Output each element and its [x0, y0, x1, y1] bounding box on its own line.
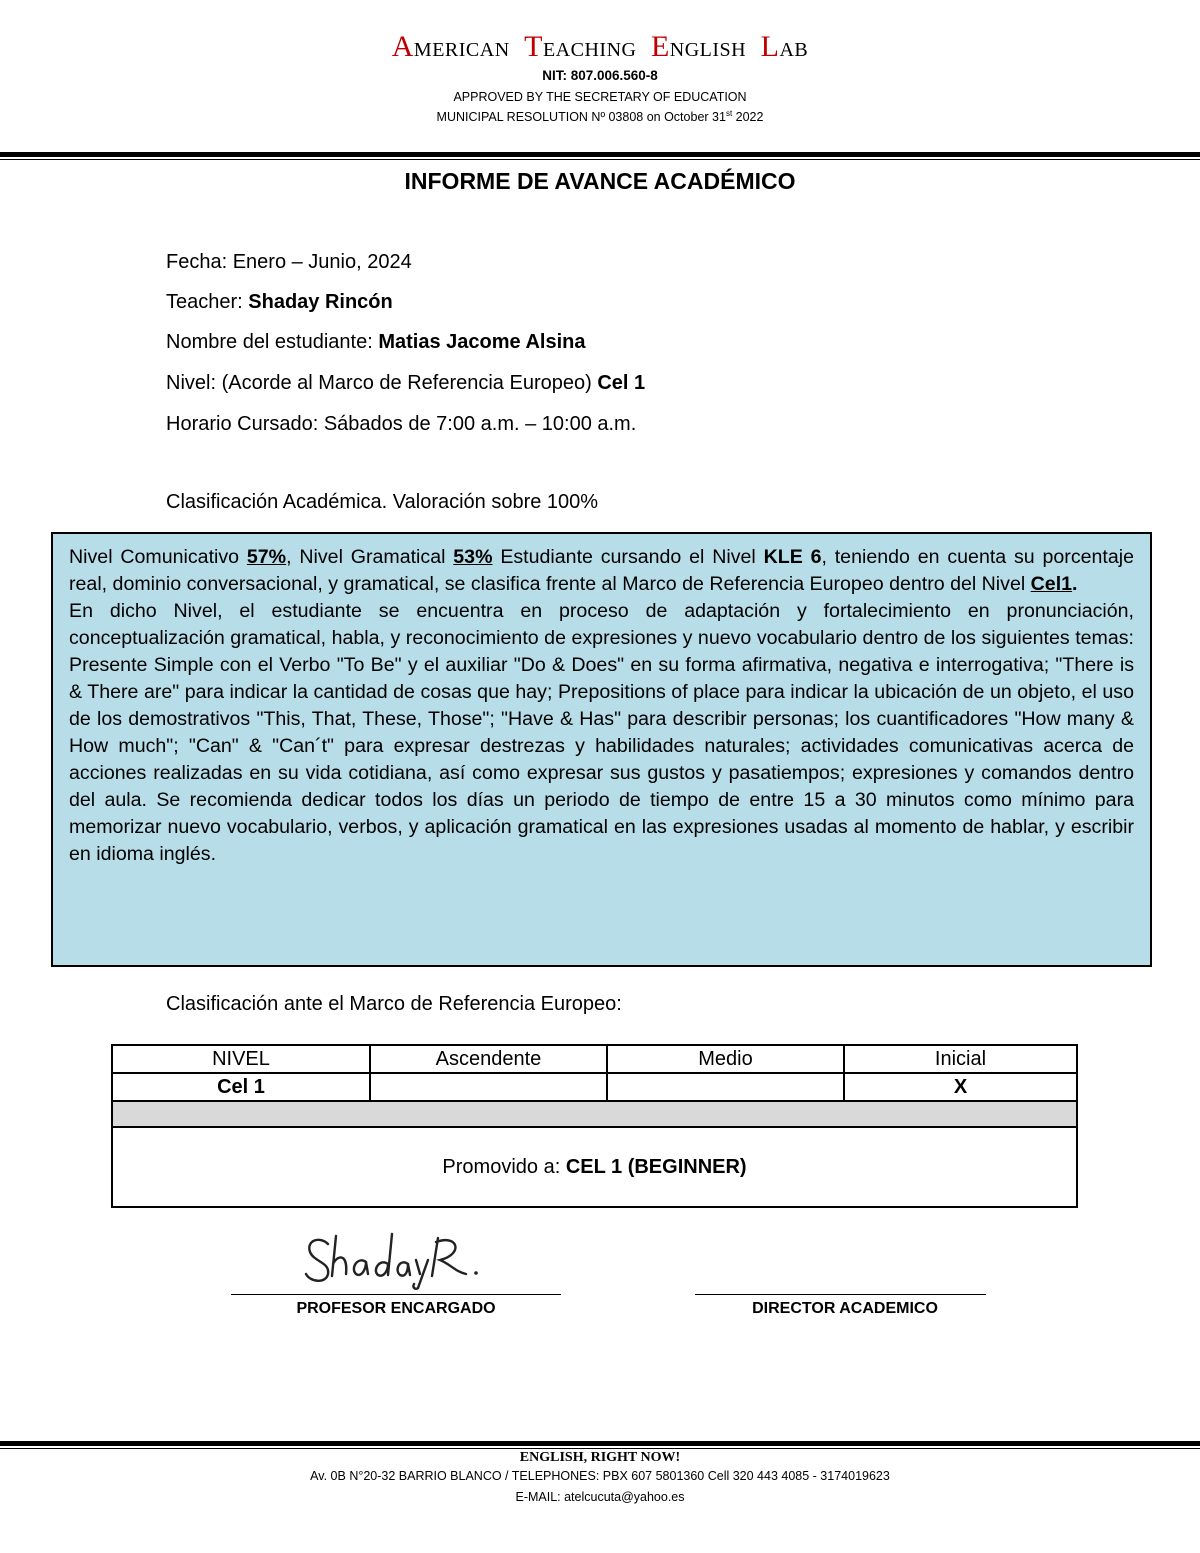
header-divider-thin — [0, 159, 1200, 160]
classification-label: Clasificación Académica. Valoración sobre 100% — [166, 491, 599, 513]
promotion-cell: Promovido a: CEL 1 (BEGINNER) — [112, 1127, 1077, 1207]
org-word: TEACHING — [524, 30, 637, 63]
schedule-field: Horario Cursado: Sábados de 7:00 a.m. – 10:00 a.m. — [166, 413, 637, 435]
approval-note: APPROVED BY THE SECRETARY OF EDUCATION — [453, 90, 747, 104]
header-divider — [0, 152, 1200, 157]
header-nivel: NIVEL — [112, 1045, 370, 1073]
header-inicial: Inicial — [844, 1045, 1077, 1073]
cefr-classification-label: Clasificación ante el Marco de Referencia Europeo: — [166, 993, 622, 1015]
grammar-score: 53% — [453, 546, 493, 568]
teacher-name: Shaday Rincón — [248, 291, 393, 313]
footer-divider-thin — [0, 1448, 1200, 1449]
table-header-row — [112, 1045, 1077, 1073]
student-name: Matias Jacome Alsina — [378, 331, 586, 353]
report-box — [51, 532, 1152, 967]
footer-email: E-MAIL: atelcucuta@yahoo.es — [515, 1490, 685, 1504]
date-field: Fecha: Enero – Junio, 2024 — [166, 251, 412, 273]
resolution-note: MUNICIPAL RESOLUTION Nº 03808 on October 31st 2022 — [436, 109, 764, 125]
page-title: INFORME DE AVANCE ACADÉMICO — [404, 168, 796, 194]
header-ascendente: Ascendente — [370, 1045, 607, 1073]
promotion-row — [112, 1127, 1077, 1207]
footer-slogan: ENGLISH, RIGHT NOW! — [519, 1450, 681, 1465]
director-signature-line — [695, 1294, 986, 1295]
teacher-signature-label: PROFESOR ENCARGADO — [296, 1300, 496, 1317]
classification-table — [111, 1044, 1078, 1208]
cefr-level: Cel1 — [1030, 573, 1073, 595]
kle-level: KLE 6 — [763, 546, 822, 568]
org-word: LAB — [760, 30, 809, 63]
cell-medio — [607, 1073, 844, 1101]
org-word: ENGLISH — [650, 30, 747, 63]
cell-nivel: Cel 1 — [112, 1073, 370, 1101]
student-field: Nombre del estudiante: Matias Jacome Alsina — [166, 331, 586, 353]
table-spacer-row — [112, 1101, 1077, 1127]
table-row — [112, 1073, 1077, 1101]
teacher-field: Teacher: Shaday Rincón — [166, 291, 393, 313]
header-medio: Medio — [607, 1045, 844, 1073]
report-paragraph-2: En dicho Nivel, el estudiante se encuentra en proceso de adaptación y fortalecimiento en pronunciación, conceptualización gramatical, habla, y reconocimiento de expresiones y nuevo vocabulario dentro de los siguientes temas: Presente Simple con el Verbo "To Be" y el auxiliar "Do & Does" en su forma afirmativa, negativa e interrogativa; "There is & There are" para indicar la cantidad de cosas que hay; Prepositions of place para indicar la ubicación de un objeto, el uso de los demostrativos "This, That, These, Those"; "Have & Has" para describir personas; los cuantificadores "How many & How much"; "Can" & "Can´t" para expresar destrezas y habilidades naturales; actividades comunicativas acerca de acciones realizadas en su vida cotidiana, así como expresar sus gustos y pasatiempos; expresiones y comandos dentro del aula. Se recomienda dedicar todos los días un periodo de tiempo de entre 15 a 30 minutos como mínimo para memorizar nuevo vocabulario, verbos, y aplicación gramatical en las expresiones usadas al momento de hablar, y escribir en idioma inglés. — [69, 600, 1134, 865]
promotion-level: CEL 1 (BEGINNER) — [565, 1155, 747, 1178]
communicative-score: 57% — [246, 546, 287, 568]
organization-name — [0, 30, 1200, 64]
footer-divider — [0, 1441, 1200, 1446]
report-paragraph-1: Nivel Comunicativo 57%, Nivel Gramatical 53% Estudiante cursando el Nivel KLE 6, teniendo en cuenta su porcentaje real, dominio conversacional, y gramatical, se clasifica frente al Marco de Referencia Europeo dentro del Nivel Cel1. — [69, 546, 1135, 595]
cell-inicial: X — [844, 1073, 1077, 1101]
footer-address: Av. 0B N°20-32 BARRIO BLANCO / TELEPHONES: PBX 607 5801360 Cell 320 443 4085 - 3174019623 — [310, 1469, 890, 1483]
cell-ascendente — [370, 1073, 607, 1101]
director-signature-label: DIRECTOR ACADEMICO — [752, 1300, 938, 1317]
level-field: Nivel: (Acorde al Marco de Referencia Europeo) Cel 1 — [166, 372, 646, 394]
org-word: AMERICAN — [391, 30, 510, 63]
teacher-signature-line — [231, 1294, 561, 1295]
teacher-signature — [300, 1228, 490, 1290]
nit-number: NIT: 807.006.560-8 — [542, 68, 658, 83]
level-value: Cel 1 — [597, 372, 646, 394]
